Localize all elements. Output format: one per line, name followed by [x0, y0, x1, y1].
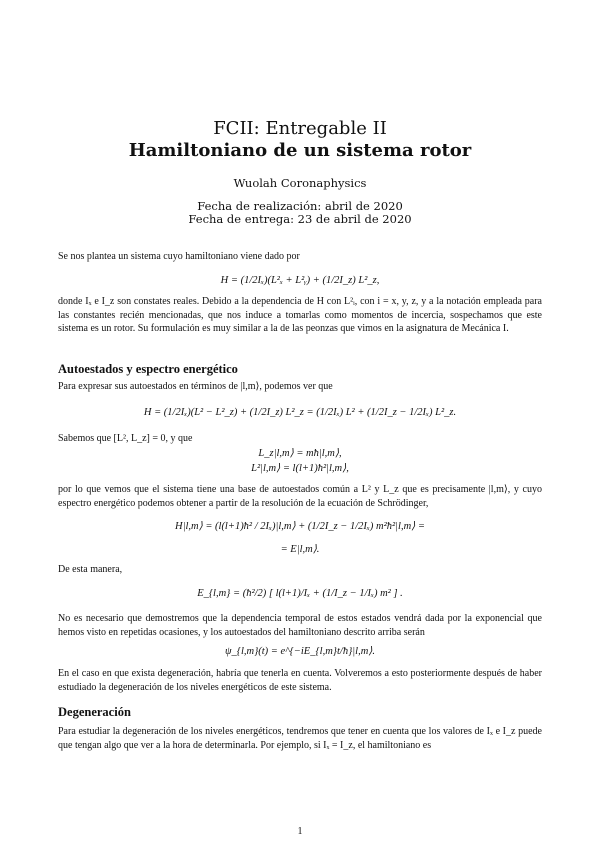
- equation-lz-eigen: L_z|l,m⟩ = mħ|l,m⟩,: [258, 448, 342, 459]
- title-line-2: Hamiltoniano de un sistema rotor: [128, 140, 472, 161]
- equation-l2-eigen: L²|l,m⟩ = l(l+1)ħ²|l,m⟩,: [251, 463, 349, 474]
- equation-hamiltonian-rewritten: H = (1/2Iₓ)(L² − L²_z) + (1/2I_z) L²_z = (1/2Iₓ) L² + (1/2I_z − 1/2Iₓ) L²_z.: [143, 407, 457, 418]
- equation-schrodinger: H|l,m⟩ = (l(l+1)ħ² / 2Iₓ)|l,m⟩ + (1/2I_z − 1/2Iₓ) m²ħ²|l,m⟩ =: [175, 521, 425, 532]
- section1-paragraph-2: Sabemos que [L², L_z] = 0, y que: [58, 433, 193, 444]
- section1-paragraph-1: Para expresar sus autoestados en términos de |l,m⟩, podemos ver que: [58, 381, 333, 392]
- intro-paragraph-2: donde Iₓ e I_z son constates reales. Debido a la dependencia de H con L²ᵢ, con i = x, y, z, y a la notación empleada para las constantes recién mencionadas, que nos induce a tomarlas como momentos de incercia, sospechamos que este sistema es un rotor. Su formulación es muy similar a la de las peonzas que vimos en la asignatura de Mecánica I.: [58, 296, 542, 335]
- page-number: 1: [297, 826, 303, 837]
- title-line-1: FCII: Entregable II: [213, 118, 387, 139]
- date-realization: Fecha de realización: abril de 2020: [197, 199, 403, 213]
- equation-time-evolution: ψ_{l,m}(t) = e^{−iE_{l,m}t/ħ}|l,m⟩.: [224, 646, 376, 657]
- section1-paragraph-3: por lo que vemos que el sistema tiene una base de autoestados común a L² y L_z que es precisamente |l,m⟩, y cuyo espectro energético podemos obtener a partir de la resolución de la ecuación de Schrödinger,: [58, 484, 542, 509]
- equation-energy-spectrum: E_{l,m} = (ħ²/2) [ l(l+1)/Iₓ + (1/I_z − 1/Iₓ) m² ] .: [197, 588, 403, 599]
- section1-paragraph-5: No es necesario que demostremos que la dependencia temporal de estos estados vendrá dada por la exponencial que hemos visto en repetidas ocasiones, y los autoestados del hamiltoniano descrito arriba serán: [58, 613, 542, 638]
- date-delivery: Fecha de entrega: 23 de abril de 2020: [188, 212, 412, 226]
- section2-paragraph-1: Para estudiar la degeneración de los niveles energéticos, tendremos que tener en cuenta que los valores de Iₓ e I_z puede que tengan algo que ver a la hora de determinarla. Por ejemplo, si Iₓ = I_z, el hamiltoniano es: [58, 726, 542, 751]
- section1-paragraph-6: En el caso en que exista degeneración, habría que tenerla en cuenta. Volveremos a esto posteriormente después de haber estudiado la degeneración de los niveles energéticos de este sistema.: [58, 668, 542, 693]
- equation-schrodinger-result: = E|l,m⟩.: [280, 544, 320, 555]
- section-heading-degeneracion: Degeneración: [58, 705, 131, 719]
- intro-paragraph-1: Se nos plantea un sistema cuyo hamiltoniano viene dado por: [58, 251, 300, 262]
- section1-paragraph-4: De esta manera,: [58, 564, 123, 575]
- author: Wuolah Coronaphysics: [233, 176, 367, 190]
- section-heading-autoestados: Autoestados y espectro energético: [58, 362, 238, 376]
- equation-hamiltonian: H = (1/2Iₓ)(L²ₓ + L²ᵧ) + (1/2I_z) L²_z,: [220, 275, 380, 286]
